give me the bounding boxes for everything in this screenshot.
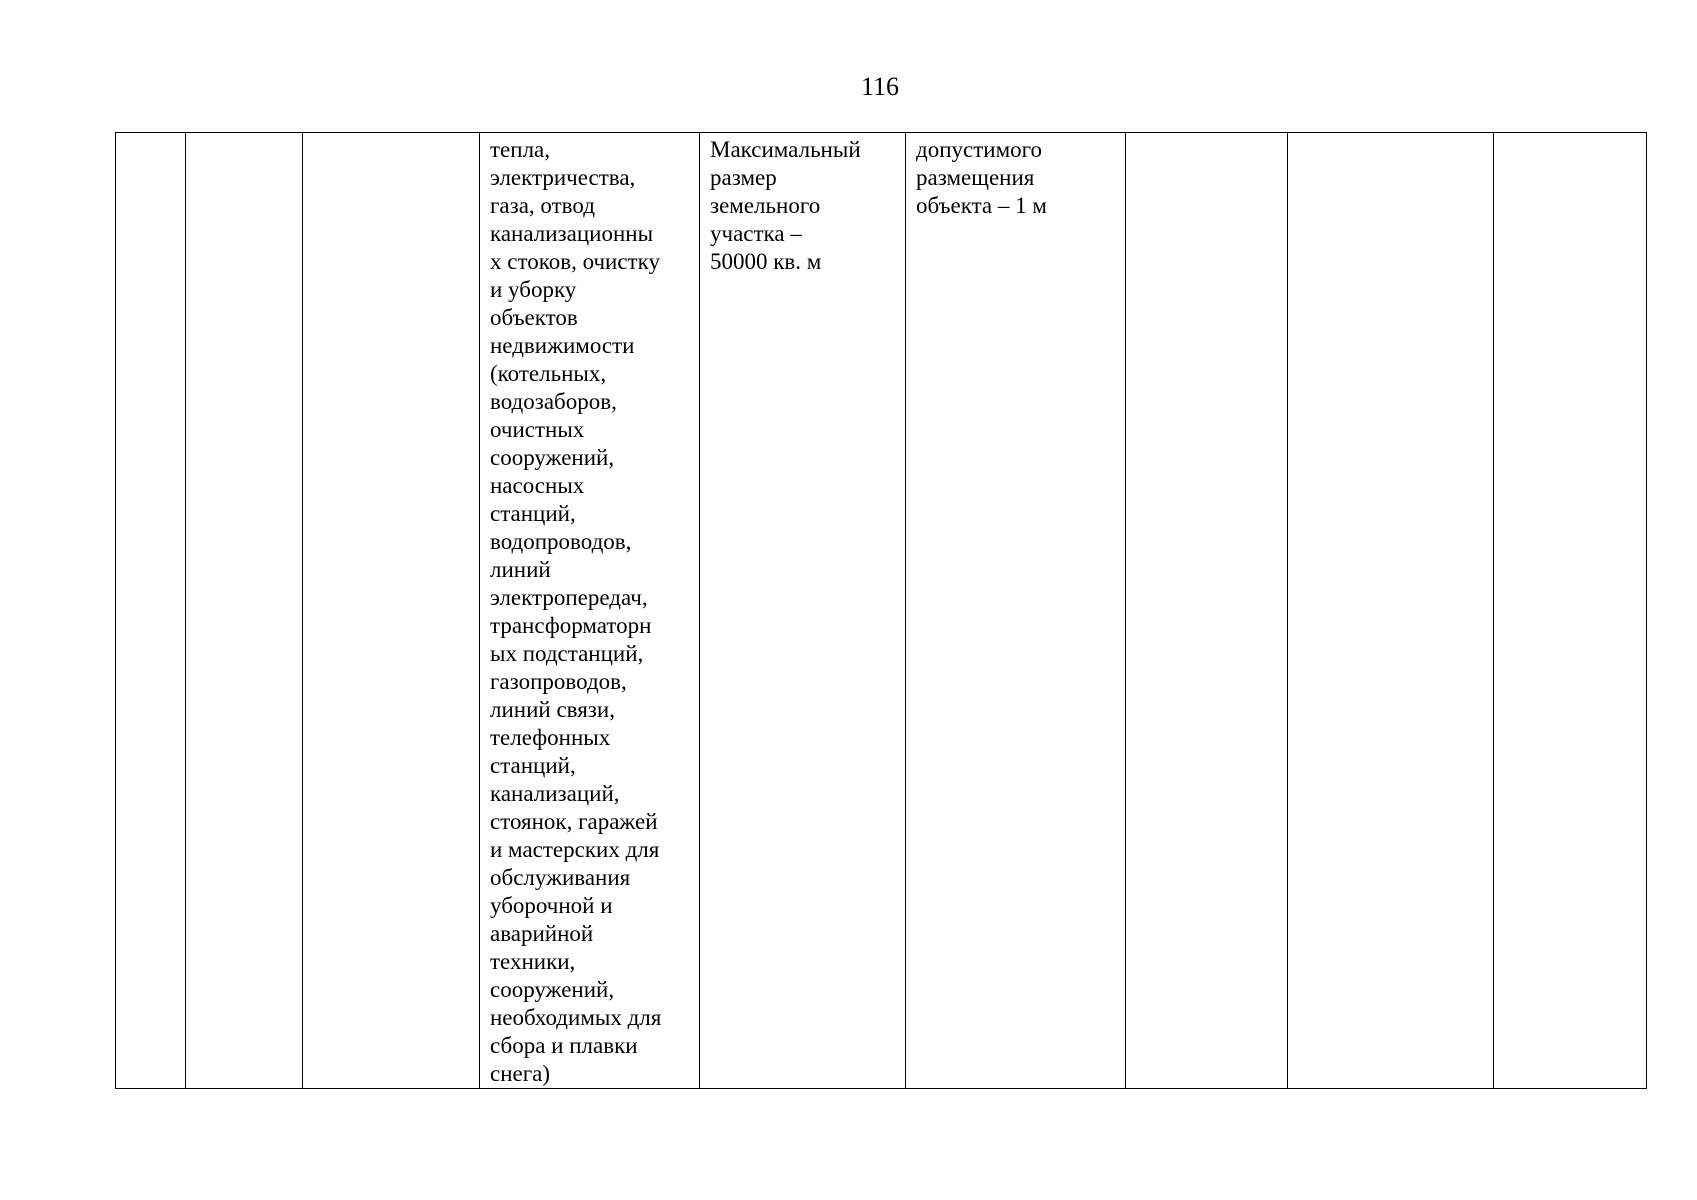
table-cell-use-description: тепла, электричества, газа, отвод канализационны х стоков, очистку и уборку объектов недвижимости (котельных, водозаборов, очистных сооружений, насосных станций, водопроводов, линий электропередач, трансформаторн ых подстанций, газопроводов, линий связи, телефонных станций, канализаций, стоянок, гаражей и мастерских для обслуживания уборочной и аварийной техники, сооружений, необходимых для сбора и плавки снега)	[480, 133, 700, 1089]
table-cell-number	[116, 133, 186, 1089]
table-cell-max-plot-size: Максимальный размер земельного участка – 50000 кв. м	[700, 133, 906, 1089]
table-cell-col7	[1126, 133, 1288, 1089]
table-cell-col9	[1494, 133, 1647, 1089]
table-cell-setback: допустимого размещения объекта – 1 м	[906, 133, 1126, 1089]
table-cell-col3	[303, 133, 480, 1089]
page-number: 116	[860, 72, 900, 101]
table-cell-col2	[186, 133, 303, 1089]
table-row	[116, 133, 1647, 1089]
table-cell-col8	[1288, 133, 1494, 1089]
land-use-table	[115, 132, 1647, 1089]
